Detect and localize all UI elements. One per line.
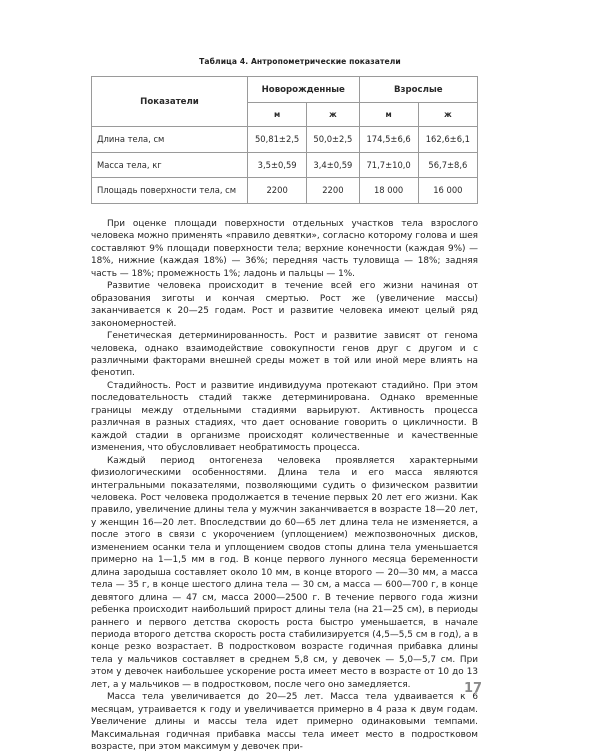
- cell: 3,5±0,59: [248, 152, 307, 178]
- paragraph-staging: Стадийность. Рост и развитие индивидуума протекают стадийно. При этом последовательность стадий также детерминирована. Однако временные границы между отдельными стадиями варьируют. Активность процесса различная в разных стадиях, что дает основание говорить о цикличности. В каждой стадии в организме происходят количественные и качественные изменения, что обусловливает необратимость процесса.: [91, 380, 478, 454]
- page-number: 17: [464, 681, 483, 696]
- anthropometric-table: [91, 76, 478, 204]
- header-newborn-female: ж: [307, 103, 359, 127]
- header-adult-female: ж: [418, 103, 477, 127]
- cell: 71,7±10,0: [359, 152, 418, 178]
- paragraph-development: Развитие человека происходит в течение всей его жизни начиная от образования зиготы и кончая смертью. Рост же (увеличение массы) заканчивается к 20—25 годам. Рост и развитие человека имеют целый ряд закономерностей.: [91, 281, 478, 329]
- row-label: Площадь поверхности тела, см: [92, 178, 248, 204]
- body-text: [91, 218, 478, 753]
- paragraph-genetic-determinism: Генетическая детерминированность. Рост и развитие зависят от генома человека, однако взаимодействие совокупности генов друг с другом и с различными факторами внешней среды может в той или иной мере влиять на фенотип.: [91, 331, 478, 379]
- cell: 174,5±6,6: [359, 127, 418, 153]
- header-newborn-male: м: [248, 103, 307, 127]
- paragraph-rule-of-nines: При оценке площади поверхности отдельных участков тела взрослого человека можно применять «правило девятки», согласно которому голова и шея составляют 9% площади поверхности тела; верхние конечности (каждая 9%) — 18%, нижние (каждая 18%) — 36%; передняя часть туловища — 18%; задняя часть — 18%; промежность 1%; ладонь и пальцы — 1%.: [91, 219, 478, 279]
- header-adults: Взрослые: [359, 77, 478, 103]
- cell: 50,0±2,5: [307, 127, 359, 153]
- paragraph-ontogenesis: Каждый период онтогенеза человека проявляется характерными физиологическими особенностями. Длина тела и его масса являются интегральными показателями, позволяющими судить о физическом развитии человека. Рост человека продолжается в течение первых 20 лет его жизни. Как правило, увеличение длины тела у мужчин заканчивается в возрасте 18—20 лет, у женщин 16—20 лет. Впоследствии до 60—65 лет длина тела не изменяется, а после этого в связи с укорочением (уплощением) межпозвоночных дисков, изменением осанки тела и уплощением сводов стопы длина тела уменьшается примерно на 1—1,5 мм в год. В конце первого лунного месяца беременности длина зародыша составляет около 10 мм, в конце второго — 20—30 мм, а масса тела — 35 г, в конце шестого длина тела — 30 см, а масса — 600—700 г, в конце девятого длина — 47 см, масса 2000—2500 г. В течение первого года жизни ребенка происходит наибольший прирост длины тела (на 21—25 см), в периоды раннего и первого детства скорость роста быстро уменьшается, в начале периода второго детства скорость роста стабилизируется (4,5—5,5 см в год), а в конце резко возрастает. В подростковом возрасте годичная прибавка длины тела у мальчиков составляет в среднем 5,8 см, у девочек — 5,0—5,7 см. При этом у девочек наибольшее ускорение роста имеет место в возрасте от 10 до 13 лет, а у мальчиков — в подростковом, после чего оно замедляется.: [91, 455, 478, 690]
- header-newborns: Новорожденные: [248, 77, 360, 103]
- cell: 50,81±2,5: [248, 127, 307, 153]
- header-indicators: Показатели: [92, 77, 248, 127]
- table-row: [92, 178, 478, 204]
- table-row: [92, 127, 478, 153]
- cell: 2200: [248, 178, 307, 204]
- row-label: Масса тела, кг: [92, 152, 248, 178]
- paragraph-body-mass: Масса тела увеличивается до 20—25 лет. Масса тела удваивается к 6 месяцам, утраивается к году и увеличивается примерно в 4 раза к двум годам. Увеличение длины и массы тела идет примерно одинаковыми темпами. Максимальная годичная прибавка массы тела имеет место в подростковом возрасте, при этом максимум у девочек при-: [91, 692, 478, 753]
- cell: 3,4±0,59: [307, 152, 359, 178]
- cell: 162,6±6,1: [418, 127, 477, 153]
- table-header-row: [92, 77, 478, 103]
- cell: 18 000: [359, 178, 418, 204]
- cell: 56,7±8,6: [418, 152, 477, 178]
- table-caption: Таблица 4. Антропометрические показатели: [199, 57, 401, 66]
- cell: 2200: [307, 178, 359, 204]
- table-row: [92, 152, 478, 178]
- header-adult-male: м: [359, 103, 418, 127]
- row-label: Длина тела, см: [92, 127, 248, 153]
- cell: 16 000: [418, 178, 477, 204]
